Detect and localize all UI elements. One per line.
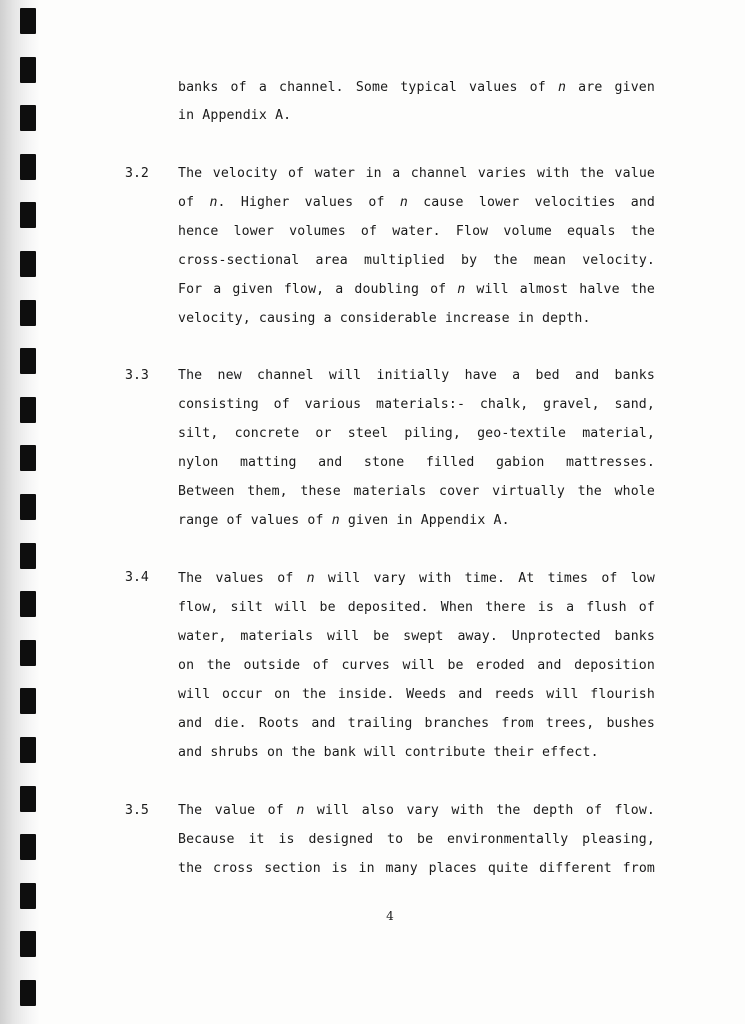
section-number: 3.2 — [125, 166, 149, 181]
paragraph-line: water, materials will be swept away. Unprotected banks — [178, 629, 655, 644]
binding-hole — [20, 640, 36, 666]
binding-hole — [20, 202, 36, 228]
paragraph-line: hence lower volumes of water. Flow volume equals the — [178, 224, 655, 239]
binding-hole — [20, 57, 36, 83]
paragraph-line: on the outside of curves will be eroded and deposition — [178, 658, 655, 673]
section-number: 3.4 — [125, 570, 149, 585]
paragraph-line: the cross section is in many places quite different from — [178, 861, 655, 876]
binding-hole — [20, 445, 36, 471]
binding-hole — [20, 737, 36, 763]
paragraph-line: will occur on the inside. Weeds and reeds will flourish — [178, 687, 655, 702]
paragraph-line: and die. Roots and trailing branches from trees, bushes — [178, 716, 655, 731]
paragraph-line: consisting of various materials:- chalk, gravel, sand, — [178, 397, 655, 412]
paragraph-line: For a given flow, a doubling of n will almost halve the — [178, 282, 655, 297]
binding-hole — [20, 786, 36, 812]
binding-hole — [20, 105, 36, 131]
paragraph-line: The new channel will initially have a bed and banks — [178, 368, 655, 383]
section-number: 3.5 — [125, 803, 149, 818]
binding-hole — [20, 688, 36, 714]
paragraph-line: nylon matting and stone filled gabion mattresses. — [178, 455, 655, 470]
paragraph-line: cross-sectional area multiplied by the mean velocity. — [178, 253, 655, 268]
binding-hole — [20, 834, 36, 860]
intro-line: in Appendix A. — [178, 108, 292, 123]
binding-hole — [20, 251, 36, 277]
paragraph-line: Between them, these materials cover virtually the whole — [178, 484, 655, 499]
paragraph-line: The values of n will vary with time. At times of low — [178, 571, 655, 586]
paragraph-line: Because it is designed to be environmentally pleasing, — [178, 832, 655, 847]
binding-hole — [20, 8, 36, 34]
paragraph-line: The velocity of water in a channel varies with the value — [178, 166, 655, 181]
paragraph-line: flow, silt will be deposited. When there is a flush of — [178, 600, 655, 615]
binding-hole — [20, 300, 36, 326]
binding-hole — [20, 980, 36, 1006]
binding-hole — [20, 543, 36, 569]
paragraph-line: and shrubs on the bank will contribute their effect. — [178, 745, 599, 760]
binding-hole — [20, 348, 36, 374]
section-number: 3.3 — [125, 368, 149, 383]
binding-hole — [20, 591, 36, 617]
intro-line: banks of a channel. Some typical values of n are given — [178, 80, 655, 95]
binding-hole — [20, 931, 36, 957]
paragraph-line: velocity, causing a considerable increase in depth. — [178, 311, 591, 326]
page-number: 4 — [386, 909, 394, 923]
binding-hole — [20, 397, 36, 423]
paragraph-line: silt, concrete or steel piling, geo-textile material, — [178, 426, 655, 441]
binding-hole — [20, 154, 36, 180]
binding-hole — [20, 494, 36, 520]
paragraph-line: range of values of n given in Appendix A. — [178, 513, 510, 528]
paragraph-line: The value of n will also vary with the depth of flow. — [178, 803, 655, 818]
binding-hole — [20, 883, 36, 909]
paragraph-line: of n. Higher values of n cause lower velocities and — [178, 195, 655, 210]
